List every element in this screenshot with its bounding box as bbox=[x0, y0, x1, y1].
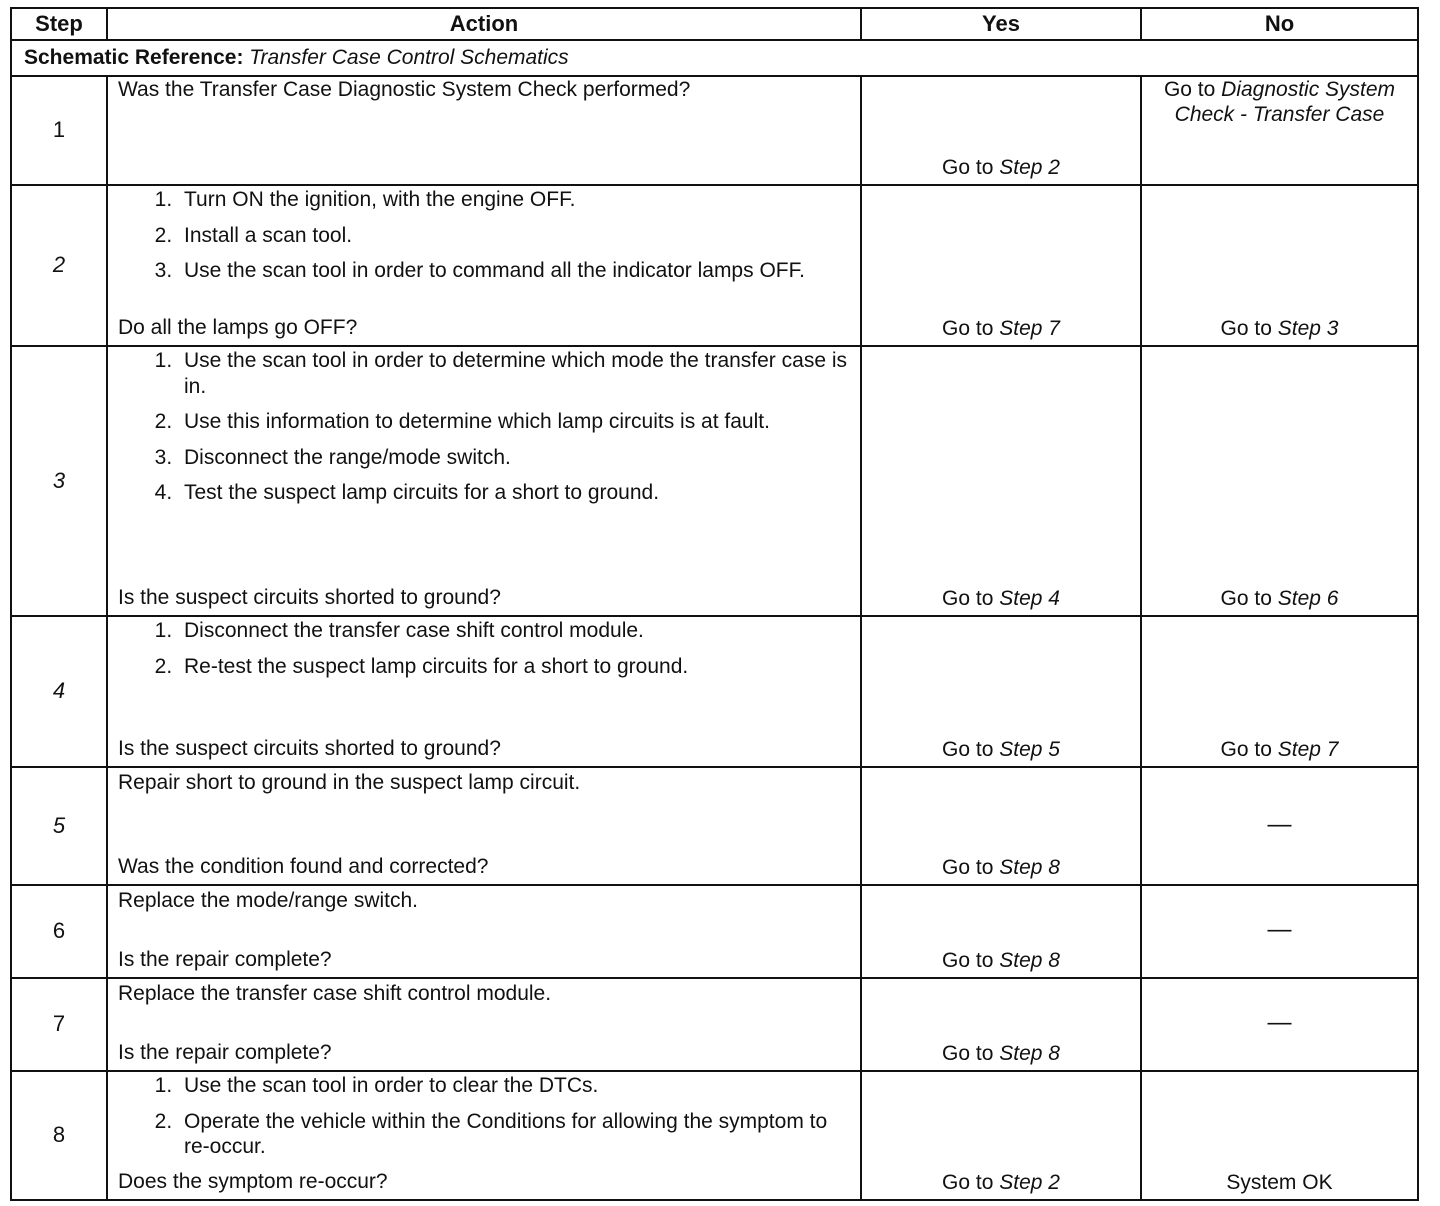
header-no: No bbox=[1141, 8, 1418, 40]
no-link[interactable]: Step 3 bbox=[1277, 317, 1339, 341]
action-step: 1. Use the scan tool in order to clear the DTCs. bbox=[178, 1073, 850, 1099]
yes-cell bbox=[861, 185, 1141, 346]
schematic-reference bbox=[11, 40, 1418, 76]
action-step: 3. Use the scan tool in order to command all the indicator lamps OFF. bbox=[178, 258, 850, 284]
no-dash: — bbox=[1267, 810, 1292, 838]
action-cell bbox=[107, 185, 861, 346]
schematic-reference-link[interactable]: Transfer Case Control Schematics bbox=[249, 46, 569, 70]
yes-cell bbox=[861, 978, 1141, 1071]
step-number: 6 bbox=[11, 885, 107, 978]
action-question: Do all the lamps go OFF? bbox=[118, 316, 358, 340]
yes-prefix: Go to bbox=[942, 1171, 994, 1195]
step-number: 2 bbox=[11, 185, 107, 346]
step-number: 3 bbox=[11, 346, 107, 616]
yes-cell bbox=[861, 1071, 1141, 1200]
header-action: Action bbox=[107, 8, 861, 40]
action-cell bbox=[107, 885, 861, 978]
yes-link[interactable]: Step 7 bbox=[999, 317, 1060, 341]
header-yes: Yes bbox=[861, 8, 1141, 40]
step-number: 8 bbox=[11, 1071, 107, 1200]
action-step: 1. Disconnect the transfer case shift control module. bbox=[178, 618, 850, 644]
no-prefix: Go to bbox=[1220, 317, 1272, 341]
header-step: Step bbox=[11, 8, 107, 40]
yes-link[interactable]: Step 2 bbox=[999, 156, 1060, 180]
yes-prefix: Go to bbox=[942, 856, 994, 880]
action-cell bbox=[107, 978, 861, 1071]
yes-link[interactable]: Step 8 bbox=[999, 1042, 1060, 1066]
step-number: 1 bbox=[11, 76, 107, 185]
table-row bbox=[11, 885, 1418, 978]
table-row bbox=[11, 185, 1418, 346]
schematic-reference-row bbox=[11, 40, 1418, 76]
step-number: 5 bbox=[11, 767, 107, 885]
action-steps bbox=[118, 348, 850, 512]
action-question: Is the suspect circuits shorted to ground? bbox=[118, 586, 501, 610]
yes-prefix: Go to bbox=[942, 1042, 994, 1066]
action-cell bbox=[107, 346, 861, 616]
schematic-reference-label: Schematic Reference: bbox=[24, 46, 244, 70]
action-cell bbox=[107, 616, 861, 767]
no-dash: — bbox=[1267, 1009, 1292, 1037]
no-result: System OK bbox=[1226, 1171, 1333, 1195]
action-question: Was the condition found and corrected? bbox=[118, 855, 489, 879]
yes-cell bbox=[861, 346, 1141, 616]
action-cell bbox=[107, 767, 861, 885]
action-text: Replace the mode/range switch. bbox=[118, 889, 418, 912]
action-cell bbox=[107, 1071, 861, 1200]
yes-prefix: Go to bbox=[942, 949, 994, 973]
no-cell bbox=[1141, 346, 1418, 616]
yes-cell bbox=[861, 616, 1141, 767]
yes-cell bbox=[861, 767, 1141, 885]
no-cell bbox=[1141, 185, 1418, 346]
action-step: 2. Use this information to determine which lamp circuits is at fault. bbox=[178, 409, 850, 435]
no-link[interactable]: Step 6 bbox=[1277, 587, 1339, 611]
action-steps bbox=[118, 187, 850, 290]
action-step: 2. Re-test the suspect lamp circuits for a short to ground. bbox=[178, 654, 850, 680]
action-cell bbox=[107, 76, 861, 185]
no-dash: — bbox=[1267, 916, 1292, 944]
action-step: 3. Disconnect the range/mode switch. bbox=[178, 445, 850, 471]
yes-prefix: Go to bbox=[942, 587, 994, 611]
step-number: 4 bbox=[11, 616, 107, 767]
action-question: Is the repair complete? bbox=[118, 948, 332, 972]
no-cell bbox=[1141, 978, 1418, 1071]
action-text: Was the Transfer Case Diagnostic System Check performed? bbox=[118, 78, 691, 101]
yes-link[interactable]: Step 4 bbox=[999, 587, 1060, 611]
no-cell bbox=[1141, 76, 1418, 185]
no-prefix: Go to bbox=[1220, 738, 1272, 762]
table-row bbox=[11, 616, 1418, 767]
action-steps bbox=[118, 618, 850, 685]
no-cell bbox=[1141, 885, 1418, 978]
yes-cell bbox=[861, 885, 1141, 978]
action-step: 1. Turn ON the ignition, with the engine OFF. bbox=[178, 187, 850, 213]
yes-link[interactable]: Step 8 bbox=[999, 856, 1060, 880]
yes-prefix: Go to bbox=[942, 156, 994, 180]
table-header-row bbox=[11, 8, 1418, 40]
yes-cell bbox=[861, 76, 1141, 185]
action-step: 4. Test the suspect lamp circuits for a short to ground. bbox=[178, 480, 850, 506]
no-prefix: Go to bbox=[1220, 587, 1272, 611]
yes-link[interactable]: Step 8 bbox=[999, 949, 1060, 973]
action-step: 2. Install a scan tool. bbox=[178, 223, 850, 249]
action-question: Does the symptom re-occur? bbox=[118, 1170, 388, 1194]
action-question: Is the suspect circuits shorted to ground? bbox=[118, 737, 501, 761]
no-link[interactable]: Diagnostic System Check - Transfer Case bbox=[1174, 78, 1396, 127]
action-step: 2. Operate the vehicle within the Conditions for allowing the symptom to re-occur. bbox=[178, 1109, 850, 1160]
no-cell bbox=[1141, 1071, 1418, 1200]
table-row bbox=[11, 978, 1418, 1071]
diagnostic-table bbox=[10, 7, 1419, 1201]
yes-link[interactable]: Step 5 bbox=[999, 738, 1060, 762]
table-row bbox=[11, 767, 1418, 885]
action-step: 1. Use the scan tool in order to determine which mode the transfer case is in. bbox=[178, 348, 850, 399]
yes-link[interactable]: Step 2 bbox=[999, 1171, 1060, 1195]
action-text: Repair short to ground in the suspect lamp circuit. bbox=[118, 771, 581, 794]
action-text: Replace the transfer case shift control module. bbox=[118, 982, 552, 1005]
yes-prefix: Go to bbox=[942, 317, 994, 341]
no-cell bbox=[1141, 616, 1418, 767]
step-number: 7 bbox=[11, 978, 107, 1071]
action-question: Is the repair complete? bbox=[118, 1041, 332, 1065]
no-link[interactable]: Step 7 bbox=[1277, 738, 1339, 762]
action-steps bbox=[118, 1073, 850, 1166]
table-row bbox=[11, 76, 1418, 185]
yes-prefix: Go to bbox=[942, 738, 994, 762]
table-row bbox=[11, 1071, 1418, 1200]
no-prefix: Go to bbox=[1163, 78, 1216, 101]
table-row bbox=[11, 346, 1418, 616]
no-cell bbox=[1141, 767, 1418, 885]
